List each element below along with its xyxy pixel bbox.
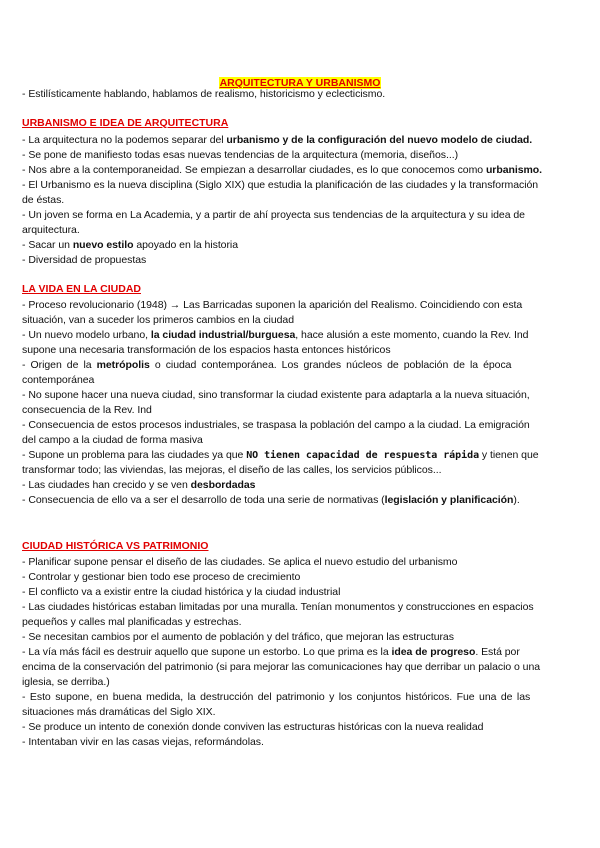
- paragraph-line: - Un nuevo modelo urbano, la ciudad industrial/burguesa, hace alusión a este momento, cuando la Rev. Ind: [22, 329, 529, 341]
- paragraph-line: - Nos abre a la contemporaneidad. Se empiezan a desarrollar ciudades, es lo que conocemos como urbanismo.: [22, 164, 543, 176]
- document-title: ARQUITECTURA Y URBANISMO: [219, 77, 381, 89]
- paragraph-line: - Un joven se forma en La Academia, y a partir de ahí proyecta sus tendencias de la arquitectura y su idea de: [22, 209, 525, 221]
- paragraph-line: supone una necesaria transformación de los espacios hasta entonces históricos: [22, 344, 391, 356]
- paragraph-line: - Se necesitan cambios por el aumento de población y del tráfico, que mejoran las estructuras: [22, 631, 454, 643]
- paragraph-line: - Las ciudades han crecido y se ven desbordadas: [22, 479, 256, 491]
- paragraph-line: - Proceso revolucionario (1948) → Las Barricadas suponen la aparición del Realismo. Coincidiendo con esta: [22, 299, 523, 311]
- paragraph-line: - Consecuencia de ello va a ser el desarrollo de toda una serie de normativas (legislación y planificación).: [22, 494, 520, 506]
- paragraph-line: - Las ciudades históricas estaban limitadas por una muralla. Tenían monumentos y construcciones en espacios: [22, 601, 534, 613]
- section-heading-ciudad-historica: CIUDAD HISTÓRICA VS PATRIMONIO: [22, 540, 209, 552]
- paragraph-line: - Planificar supone pensar el diseño de las ciudades. Se aplica el nuevo estudio del urbanismo: [22, 556, 458, 568]
- paragraph-line: - El conflicto va a existir entre la ciudad histórica y la ciudad industrial: [22, 586, 341, 598]
- paragraph-line: - Se pone de manifiesto todas esas nuevas tendencias de la arquitectura (memoria, diseños...): [22, 149, 459, 161]
- section-heading-vida-ciudad: LA VIDA EN LA CIUDAD: [22, 283, 141, 295]
- paragraph-line: - Esto supone, en buena medida, la destrucción del patrimonio y los conjuntos históricos. Fue una de las: [22, 691, 531, 703]
- paragraph-line: - Controlar y gestionar bien todo ese proceso de crecimiento: [22, 571, 301, 583]
- paragraph-line: de éstas.: [22, 194, 65, 206]
- paragraph-line: - Consecuencia de estos procesos industriales, se traspasa la población del campo a la ciudad. La emigración: [22, 419, 530, 431]
- paragraph-line: - Sacar un nuevo estilo apoyado en la historia: [22, 239, 238, 251]
- paragraph-line: - No supone hacer una nueva ciudad, sino transformar la ciudad existente para adaptarla a la nueva situación,: [22, 389, 530, 401]
- section-heading-urbanismo: URBANISMO E IDEA DE ARQUITECTURA: [22, 117, 229, 129]
- paragraph-line: encima de la conservación del patrimonio (si para mejorar las comunicaciones hay que derribar un palacio o una: [22, 661, 541, 673]
- paragraph-line: - Se produce un intento de conexión donde conviven las estructuras históricas con la nueva realidad: [22, 721, 484, 733]
- paragraph-line: situaciones más dramáticas del Siglo XIX.: [22, 706, 216, 718]
- paragraph-line: iglesia, se derriba.): [22, 676, 110, 688]
- paragraph-line: - Supone un problema para las ciudades ya que NO tienen capacidad de respuesta rápida y tienen que: [22, 449, 539, 461]
- paragraph-line: del campo a la ciudad de forma masiva: [22, 434, 203, 446]
- paragraph-line: arquitectura.: [22, 224, 80, 236]
- paragraph-line: situación, van a suceder los primeros cambios en la ciudad: [22, 314, 294, 326]
- paragraph-line: - Origen de la metrópolis o ciudad contemporánea. Los grandes núcleos de población de la época: [22, 359, 512, 371]
- paragraph-line: - El Urbanismo es la nueva disciplina (Siglo XIX) que estudia la planificación de las ciudades y la transformación: [22, 179, 539, 191]
- intro-text: - Estilísticamente hablando, hablamos de realismo, historicismo y eclecticismo.: [22, 88, 386, 100]
- paragraph-line: contemporánea: [22, 374, 95, 386]
- paragraph-line: - Diversidad de propuestas: [22, 254, 147, 266]
- paragraph-line: consecuencia de la Rev. Ind: [22, 404, 152, 416]
- paragraph-line: - La arquitectura no la podemos separar del urbanismo y de la configuración del nuevo modelo de ciudad.: [22, 134, 533, 146]
- paragraph-line: pequeños y calles mal planificadas y estrechas.: [22, 616, 242, 628]
- paragraph-line: - Intentaban vivir en las casas viejas, reformándolas.: [22, 736, 264, 748]
- paragraph-line: - La vía más fácil es destruir aquello que supone un estorbo. Lo que prima es la idea de progreso. Está por: [22, 646, 520, 658]
- paragraph-line: transformar todo; las viviendas, las mejoras, el diseño de las calles, los servicios públicos...: [22, 464, 442, 476]
